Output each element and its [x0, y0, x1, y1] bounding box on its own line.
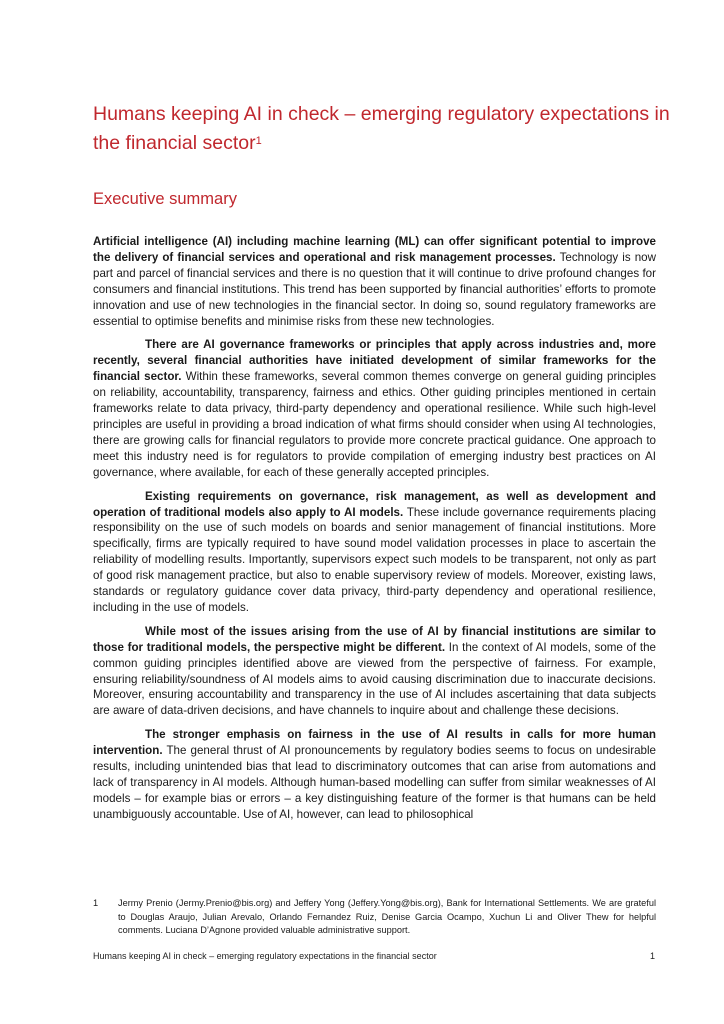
paragraph-lead: While most of the issues arising from the use of AI by financial institutions are similar to those for traditional models, the perspective might be different.: [93, 624, 656, 654]
footnote-text: Jermy Prenio (Jermy.Prenio@bis.org) and Jeffery Yong (Jeffery.Yong@bis.org), Bank for International Settlements. We are grateful to Douglas Araujo, Julian Arevalo, Orlando Fernandez Ruiz, Denise Garcia Ocampo, Xuchun Li and Oliver Thew for helpful comments. Luciana D’Agnone provided valuable administrative support.: [118, 898, 656, 935]
title-text: Humans keeping AI in check – emerging regulatory expectations in the financial sector: [93, 103, 670, 154]
paragraph-lead: The stronger emphasis on fairness in the use of AI results in calls for more human intervention.: [93, 728, 656, 758]
title-footnote-ref[interactable]: 1: [255, 135, 262, 147]
paragraph-2: [93, 337, 656, 480]
paragraph-1: [93, 234, 656, 329]
paragraph-lead: There are AI governance frameworks or principles that apply across industries and, more recently, several financial authorities have initiated development of similar frameworks for the financial sector.: [93, 338, 656, 384]
body-text: [93, 234, 656, 831]
paragraph-text: In the context of AI models, some of the common guiding principles identified above are viewed from the perspective of fairness. For example, ensuring reliability/soundness of AI models aims to avoid causing discrimination due to inaccurate decisions. Moreover, ensuring accountability and transparency in the use of AI includes ascertaining that data subjects are aware of data-driven decisions, and have channels to inquire about and challenge these decisions.: [93, 640, 656, 718]
page-title: [93, 100, 673, 158]
paragraph-text: These include governance requirements placing responsibility on the use of such models on boards and senior management of financial institutions. More specifically, firms are typically required to have sound model validation processes in place to ascertain the reliability of modelling results. Importantly, supervisors expect such models to be transparent, not only as part of good risk management practice, but also to enable supervisory review of models. Moreover, existing laws, standards or regulatory guidance cover data privacy, third-party dependency and operational resilience, including in the use of models.: [93, 505, 656, 614]
paragraph-lead: Existing requirements on governance, risk management, as well as development and operation of traditional models also apply to AI models.: [93, 489, 656, 519]
paragraph-lead: Artificial intelligence (AI) including machine learning (ML) can offer significant potential to improve the delivery of financial services and operational and risk management processes.: [93, 235, 656, 264]
paragraph-3: [93, 489, 656, 616]
paragraph-text: The general thrust of AI pronouncements by regulatory bodies seems to focus on undesirable results, including unintended bias that lead to discriminatory outcomes that can arise from automations and lack of transparency in AI models. Although human-based modelling can suffer from similar weaknesses of AI models – for example bias or errors – a key distinguishing feature of the former is that humans can be held unambiguously accountable. Use of AI, however, can lead to philosophical: [93, 744, 656, 821]
paragraph-5: [93, 727, 656, 822]
section-heading: Executive summary: [93, 190, 237, 208]
footer-running-title: Humans keeping AI in check – emerging regulatory expectations in the financial sector: [93, 951, 437, 961]
paragraph-text: Technology is now part and parcel of financial services and there is no question that it will continue to drive profound changes for consumers and financial institutions. This trend has been supported by financial authorities’ efforts to promote innovation and use of new technologies in the financial sector. In doing so, sound regulatory frameworks are essential to optimise benefits and minimise risks from these new technologies.: [93, 250, 657, 328]
footnote: [93, 897, 656, 938]
page-number: 1: [650, 951, 656, 961]
paragraph-4: [93, 624, 656, 719]
paragraph-text: Within these frameworks, several common themes converge on general guiding principles on reliability, accountability, transparency, fairness and ethics. Other guiding principles mentioned in certain frameworks relate to data privacy, third-party dependency and operational resilience. While such high-level principles are useful in providing a broad indication of what firms should consider when using AI technologies, there are growing calls for financial regulators to provide more concrete practical guidance. One approach to meet this industry need is for regulators to provide compilation of emerging industry best practices on AI governance, where available, for each of these generally accepted principles.: [93, 370, 656, 479]
footnote-number: 1: [93, 898, 99, 908]
